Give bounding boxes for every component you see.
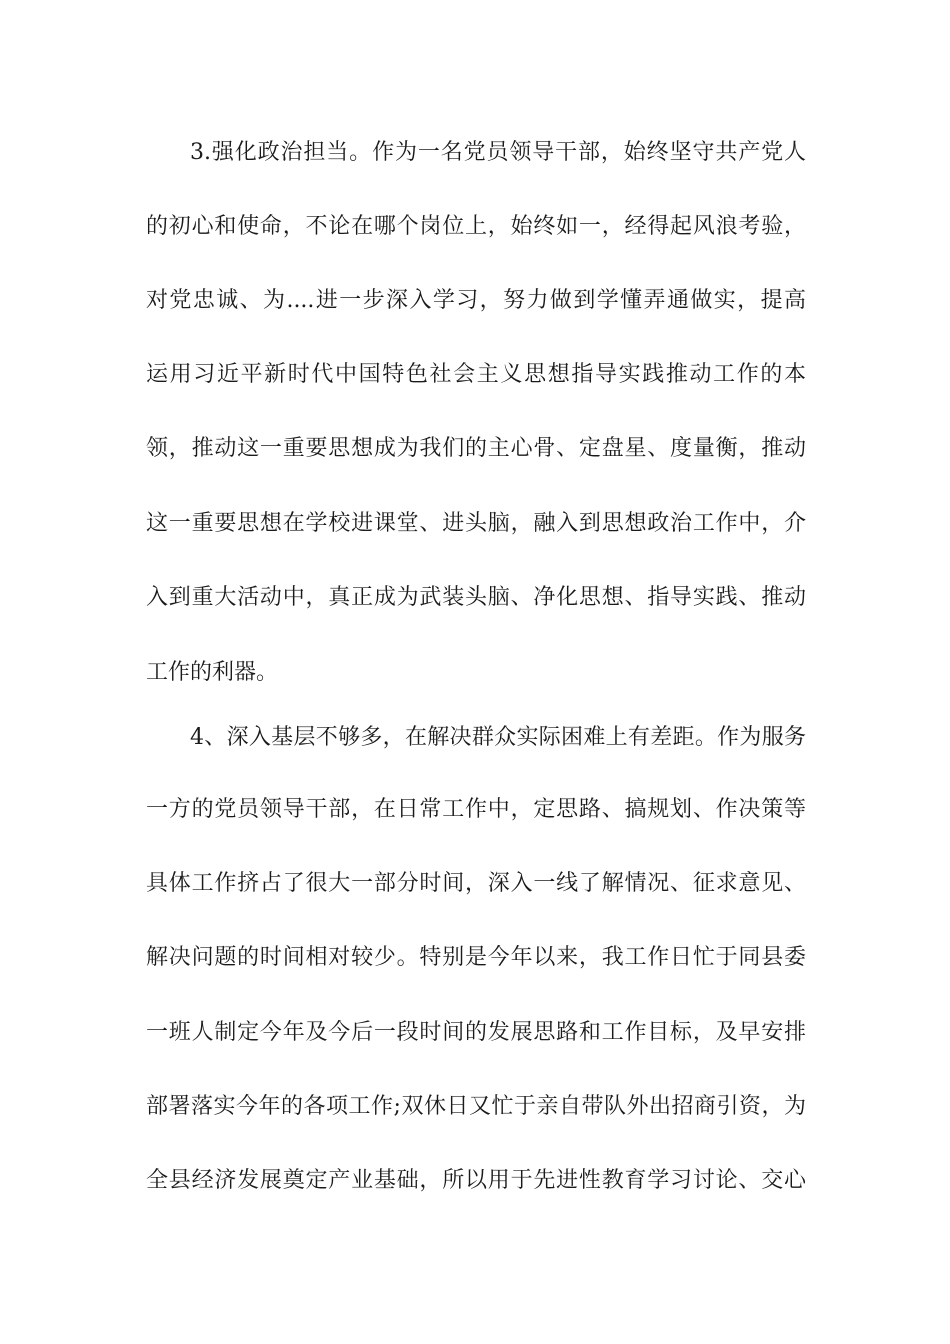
text-line: 解决问题的时间相对较少。特别是今年以来，我工作日忙于同县委 — [146, 945, 806, 970]
text-line: 的初心和使命，不论在哪个岗位上，始终如一，经得起风浪考验， — [146, 214, 806, 239]
text-line: 4、深入基层不够多，在解决群众实际困难上有差距。作为服务 — [190, 725, 806, 750]
text-line: 这一重要思想在学校进课堂、进头脑，融入到思想政治工作中，介 — [146, 511, 806, 536]
text-line: 一方的党员领导干部，在日常工作中，定思路、搞规划、作决策等 — [146, 797, 806, 822]
text-line: 运用习近平新时代中国特色社会主义思想指导实践推动工作的本 — [146, 362, 806, 387]
text-line: 部署落实今年的各项工作;双休日又忙于亲自带队外出招商引资，为 — [146, 1094, 806, 1119]
text-line: 3.强化政治担当。作为一名党员领导干部，始终坚守共产党人 — [190, 140, 806, 165]
text-line: 对党忠诚、为....进一步深入学习，努力做到学懂弄通做实，提高 — [146, 288, 806, 313]
text-line: 具体工作挤占了很大一部分时间，深入一线了解情况、征求意见、 — [146, 871, 806, 896]
text-line: 全县经济发展奠定产业基础，所以用于先进性教育学习讨论、交心 — [146, 1168, 806, 1193]
text-line: 一班人制定今年及今后一段时间的发展思路和工作目标，及早安排 — [146, 1020, 806, 1045]
text-line: 入到重大活动中，真正成为武装头脑、净化思想、指导实践、推动 — [146, 585, 806, 610]
text-line: 工作的利器。 — [146, 660, 279, 685]
text-line: 领，推动这一重要思想成为我们的主心骨、定盘星、度量衡，推动 — [146, 436, 806, 461]
